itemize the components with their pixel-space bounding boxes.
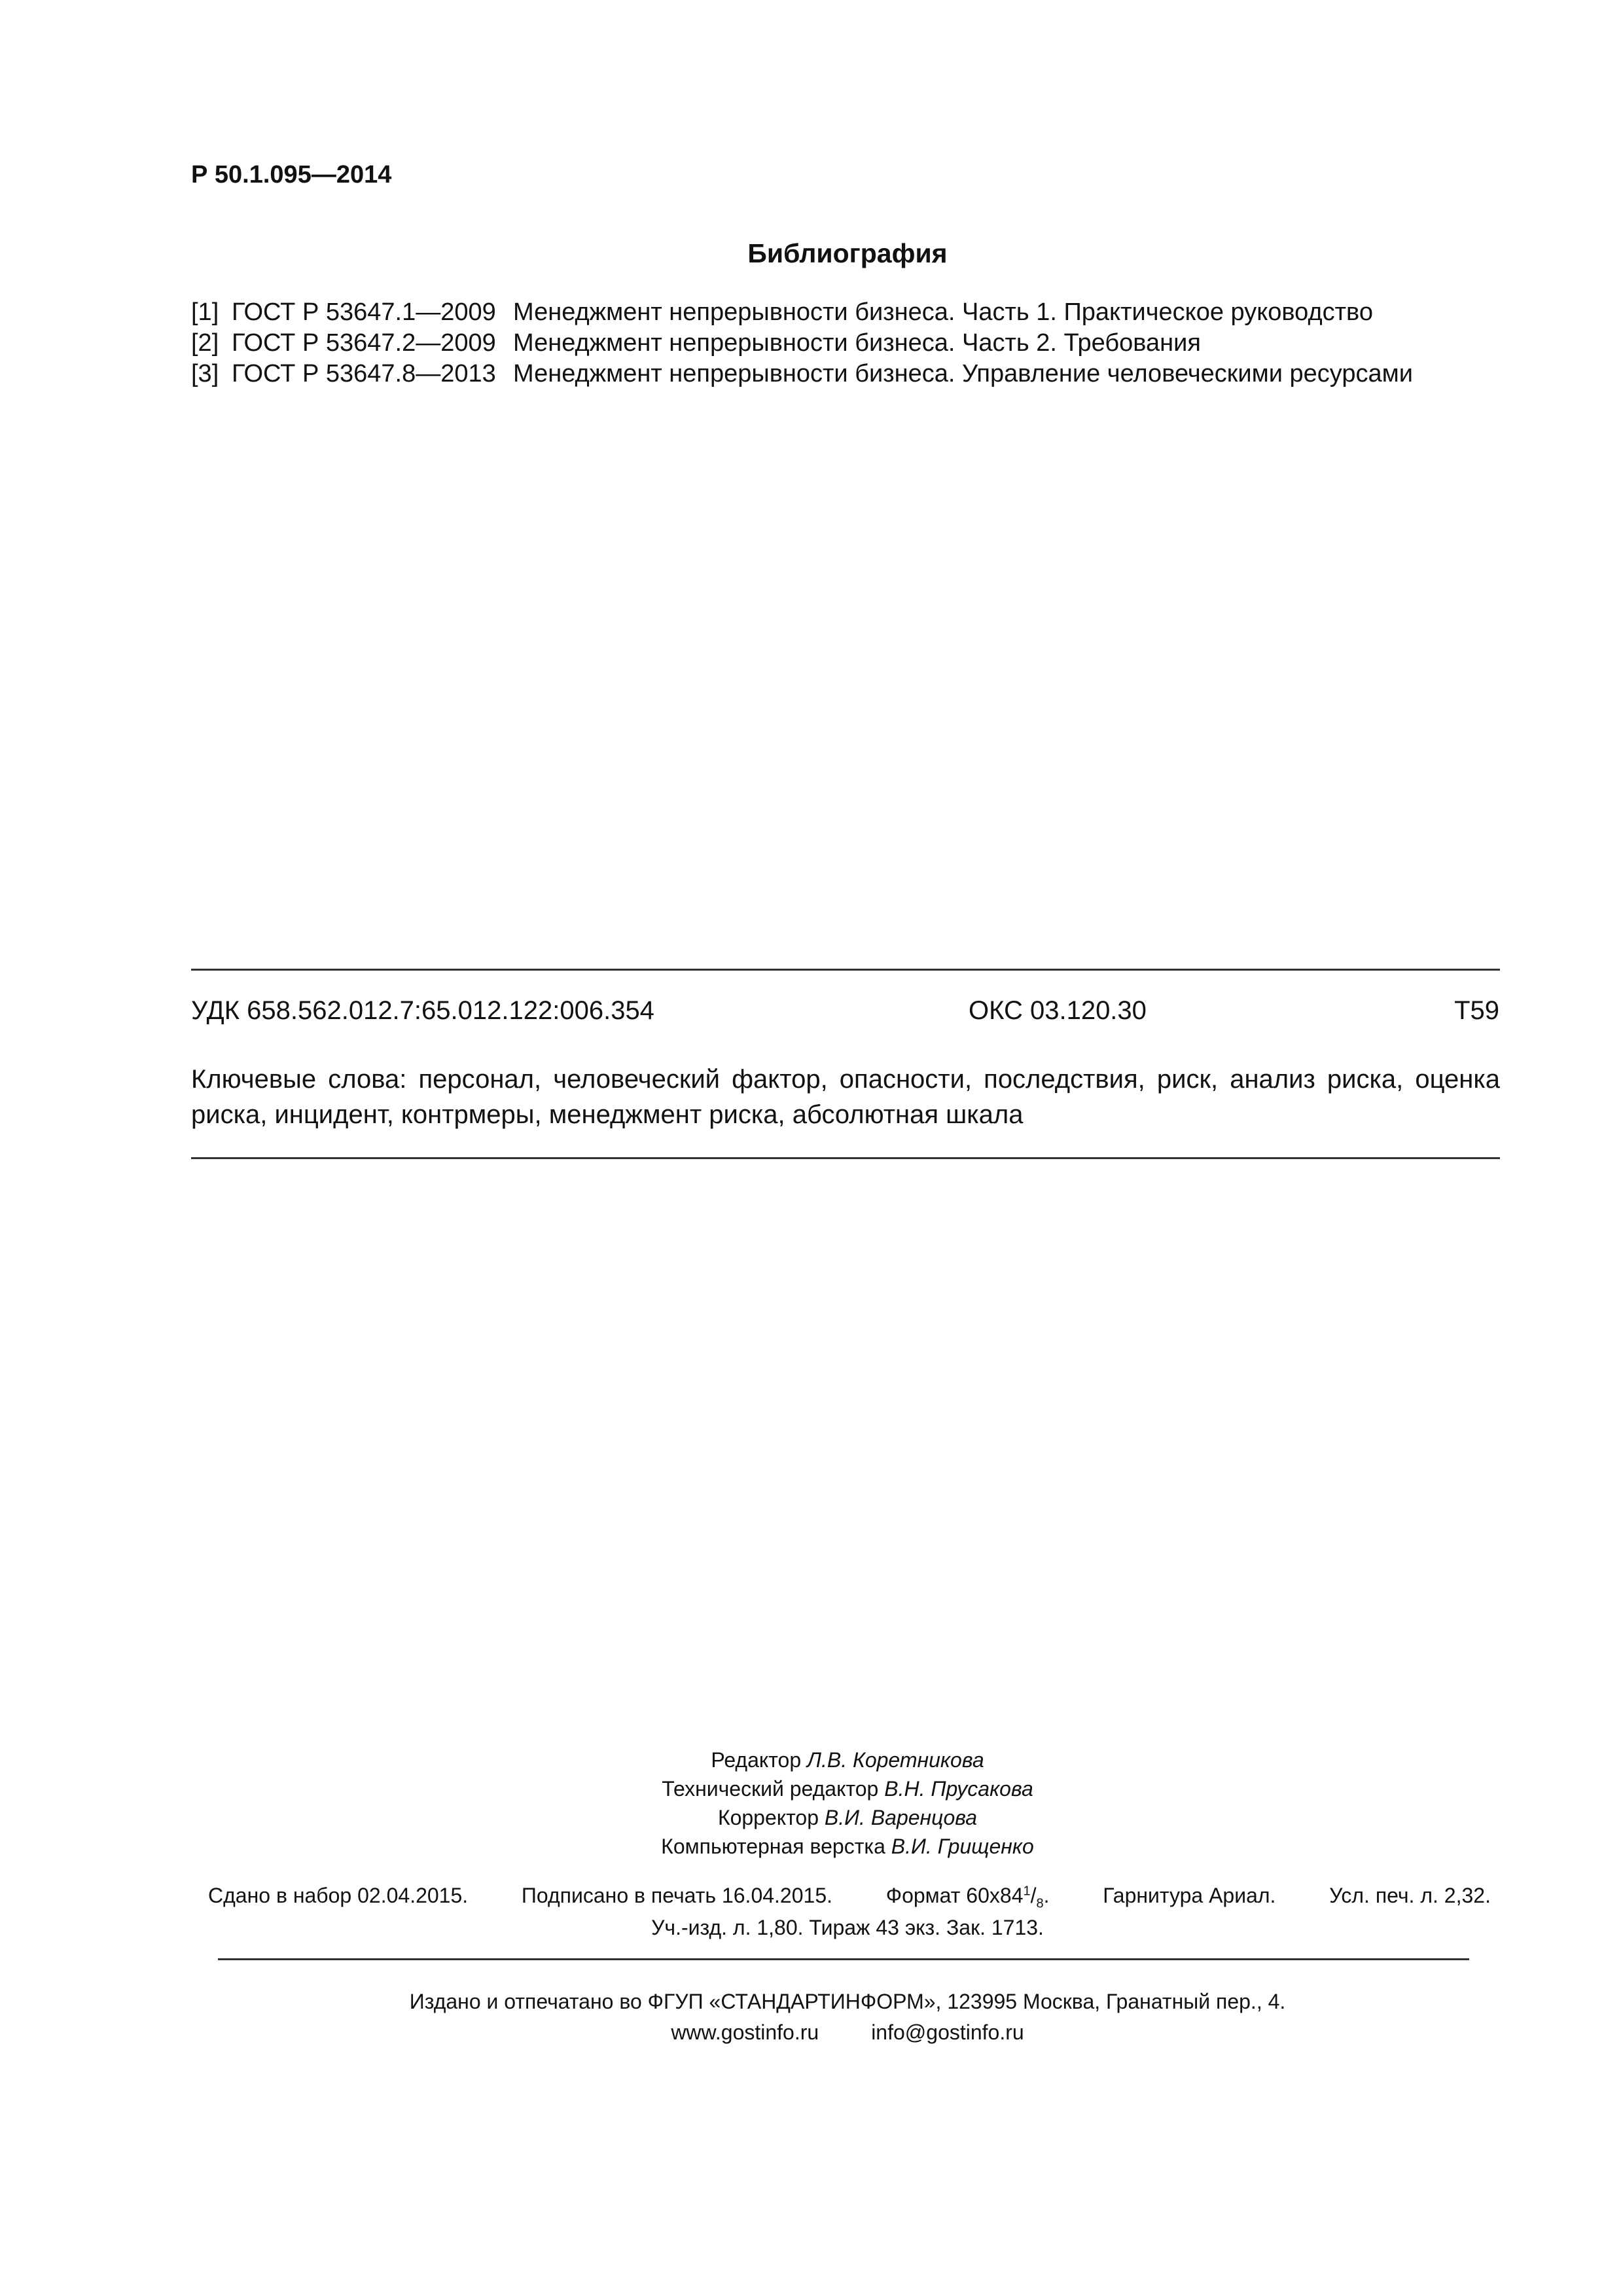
divider-top	[191, 969, 1500, 971]
bibliography-item	[191, 329, 1201, 357]
bibliography-item-code: ГОСТ Р 53647.2—2009	[232, 329, 496, 357]
oks-code: ОКС 03.120.30	[969, 996, 1147, 1025]
divider-bottom	[218, 1958, 1469, 1960]
staff-role: Компьютерная верстка	[661, 1835, 885, 1858]
staff-name: В.И. Варенцова	[824, 1806, 978, 1829]
bibliography-item-title: Менеджмент непрерывности бизнеса. Часть 1. Практическое руководство	[513, 298, 1373, 326]
staff-role: Редактор	[711, 1748, 802, 1772]
document-number: Р 50.1.095—2014	[191, 161, 392, 188]
bibliography-item-code: ГОСТ Р 53647.1—2009	[232, 298, 496, 326]
bibliography-item-number: [1]	[191, 298, 219, 326]
typeface: Гарнитура Ариал.	[1103, 1884, 1276, 1907]
staff-name: В.И. Грищенко	[891, 1835, 1034, 1858]
staff-editor	[0, 1748, 1623, 1772]
staff-name: В.Н. Прусакова	[884, 1777, 1033, 1801]
staff-role: Технический редактор	[662, 1777, 879, 1801]
udk-code: УДК 658.562.012.7:65.012.122:006.354	[191, 996, 654, 1025]
bibliography-item	[191, 360, 1413, 388]
staff-name: Л.В. Коретникова	[807, 1748, 984, 1772]
bibliography-item-number: [3]	[191, 360, 219, 387]
website-link[interactable]: www.gostinfo.ru	[671, 2020, 819, 2044]
publisher-contacts	[0, 2020, 1623, 2045]
bibliography-item-number: [2]	[191, 329, 219, 357]
print-info	[208, 1884, 1491, 1911]
bibliography-item	[191, 298, 1373, 327]
staff-corrector	[0, 1806, 1623, 1830]
print-run-info: Уч.-изд. л. 1,80. Тираж 43 экз. Зак. 1713.	[651, 1916, 1044, 1939]
bibliography-item-code: ГОСТ Р 53647.8—2013	[232, 360, 496, 387]
submitted-date: Сдано в набор 02.04.2015.	[208, 1884, 469, 1907]
email-link[interactable]: info@gostinfo.ru	[871, 2020, 1024, 2044]
signed-date: Подписано в печать 16.04.2015.	[521, 1884, 832, 1907]
bibliography-title: Библиография	[747, 238, 948, 268]
paper-format: Формат $60х84^1/_8$.	[885, 1884, 1050, 1911]
bibliography-item-title: Менеджмент непрерывности бизнеса. Управление человеческими ресурсами	[513, 360, 1413, 387]
printed-sheets: Усл. печ. л. 2,32.	[1329, 1884, 1491, 1907]
staff-technical-editor	[0, 1777, 1623, 1801]
publisher-info: Издано и отпечатано во ФГУП «СТАНДАРТИНФОРМ», 123995 Москва, Гранатный пер., 4.	[409, 1990, 1286, 2013]
staff-layout	[0, 1835, 1623, 1859]
keywords: Ключевые слова: персонал, человеческий фактор, опасности, последствия, риск, анализ риска, оценка риска, инцидент, контрмеры, менеджмент риска, абсолютная шкала	[191, 1065, 1500, 1129]
staff-role: Корректор	[717, 1806, 819, 1829]
divider-middle	[191, 1157, 1500, 1159]
classification-code: Т59	[1454, 996, 1499, 1025]
bibliography-item-title: Менеджмент непрерывности бизнеса. Часть 2. Требования	[513, 329, 1201, 357]
